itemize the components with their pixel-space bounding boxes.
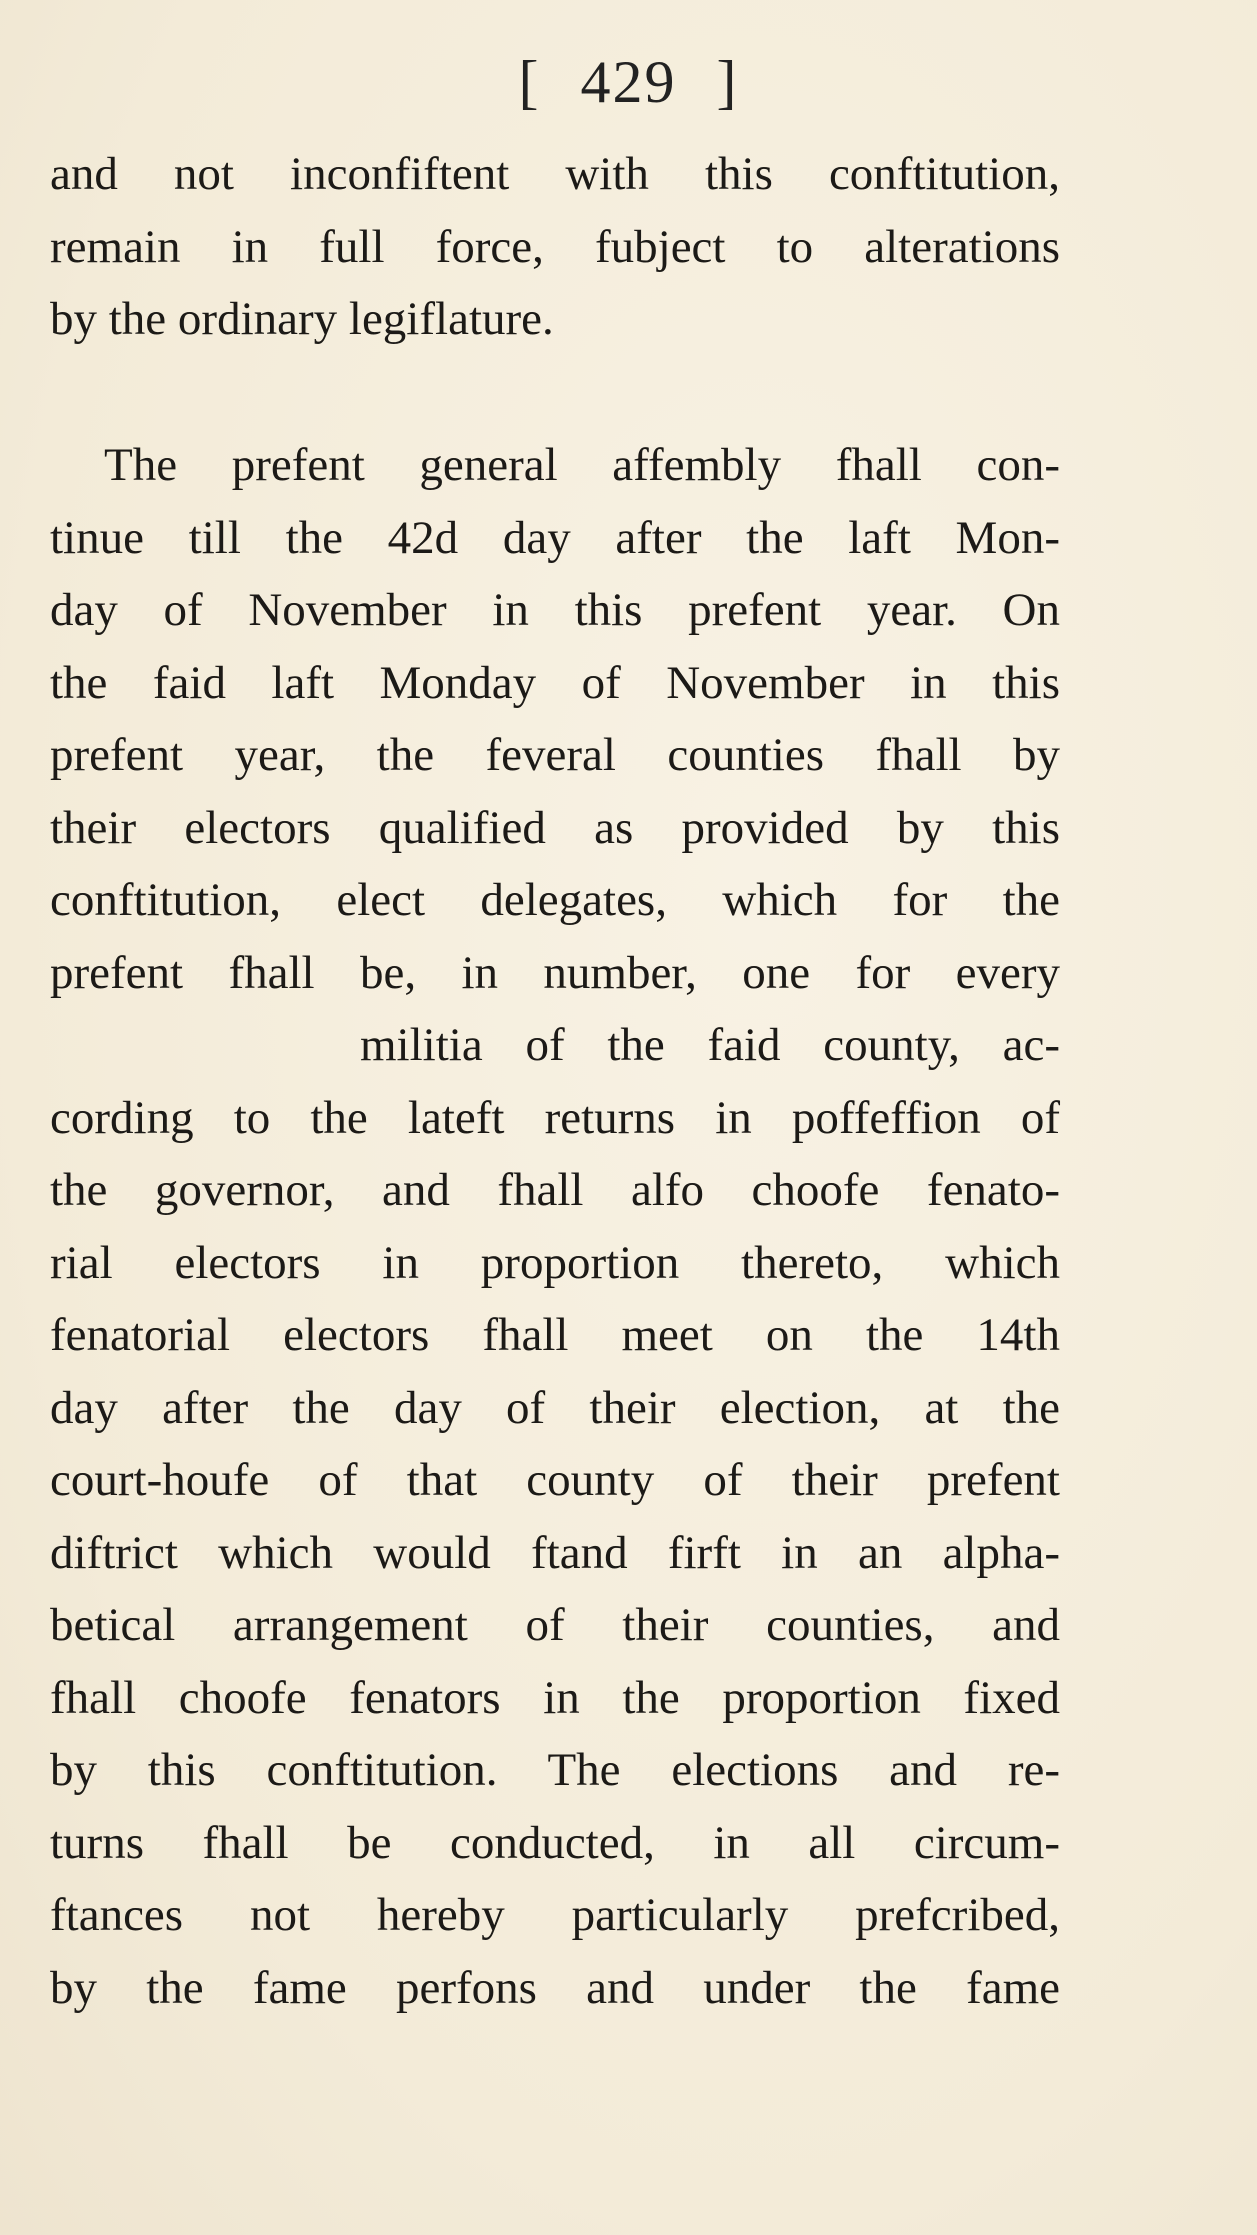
- text-line: by the fame perfons and under the fame: [50, 1961, 1060, 2014]
- text-line: diftrict which would ftand firft in an alpha-: [50, 1526, 1060, 1579]
- text-line: the governor, and fhall alfo choofe fenato-: [50, 1164, 1060, 1216]
- text-line: day after the day of their election, at the: [50, 1381, 1060, 1434]
- text-line: ftances not hereby particularly prefcribed,: [50, 1889, 1060, 1941]
- text-line: their electors qualified as provided by this: [50, 801, 1060, 854]
- text-line: prefent fhall be, in number, one for every: [50, 946, 1060, 999]
- text-line: remain in full force, fubject to alterations: [50, 220, 1060, 273]
- page-number-header: [0, 48, 1257, 117]
- text-line: turns fhall be conducted, in all circum-: [50, 1816, 1060, 1869]
- text-line: rial electors in proportion thereto, which: [50, 1236, 1060, 1289]
- text-line: cording to the lateft returns in poffeffion of: [50, 1091, 1060, 1144]
- text-line: day of November in this prefent year. On: [50, 584, 1060, 636]
- close-bracket: ]: [716, 49, 739, 115]
- text-line: The prefent general affembly fhall con-: [104, 439, 1060, 491]
- text-line: conftitution, elect delegates, which for the: [50, 874, 1060, 926]
- text-line: by the ordinary legiflature.: [50, 293, 554, 345]
- page-number: 429: [580, 49, 677, 115]
- text-line: fhall choofe fenators in the proportion fixed: [50, 1671, 1060, 1724]
- text-line: militia of the faid county, ac-: [360, 1019, 1060, 1071]
- text-line: fenatorial electors fhall meet on the 14th: [50, 1309, 1060, 1361]
- text-line: tinue till the 42d day after the laft Mon-: [50, 511, 1060, 564]
- text-line: prefent year, the feveral counties fhall by: [50, 729, 1060, 781]
- open-bracket: [: [518, 49, 541, 115]
- paragraph-2: [50, 429, 1060, 2024]
- text-line: betical arrangement of their counties, and: [50, 1599, 1060, 1651]
- text-line: court-houfe of that county of their prefent: [50, 1454, 1060, 1506]
- text-line: the faid laft Monday of November in this: [50, 656, 1060, 709]
- text-line: and not inconfiftent with this conftitution,: [50, 148, 1060, 200]
- text-line: by this conftitution. The elections and re-: [50, 1744, 1060, 1796]
- paragraph-1: [50, 138, 1060, 356]
